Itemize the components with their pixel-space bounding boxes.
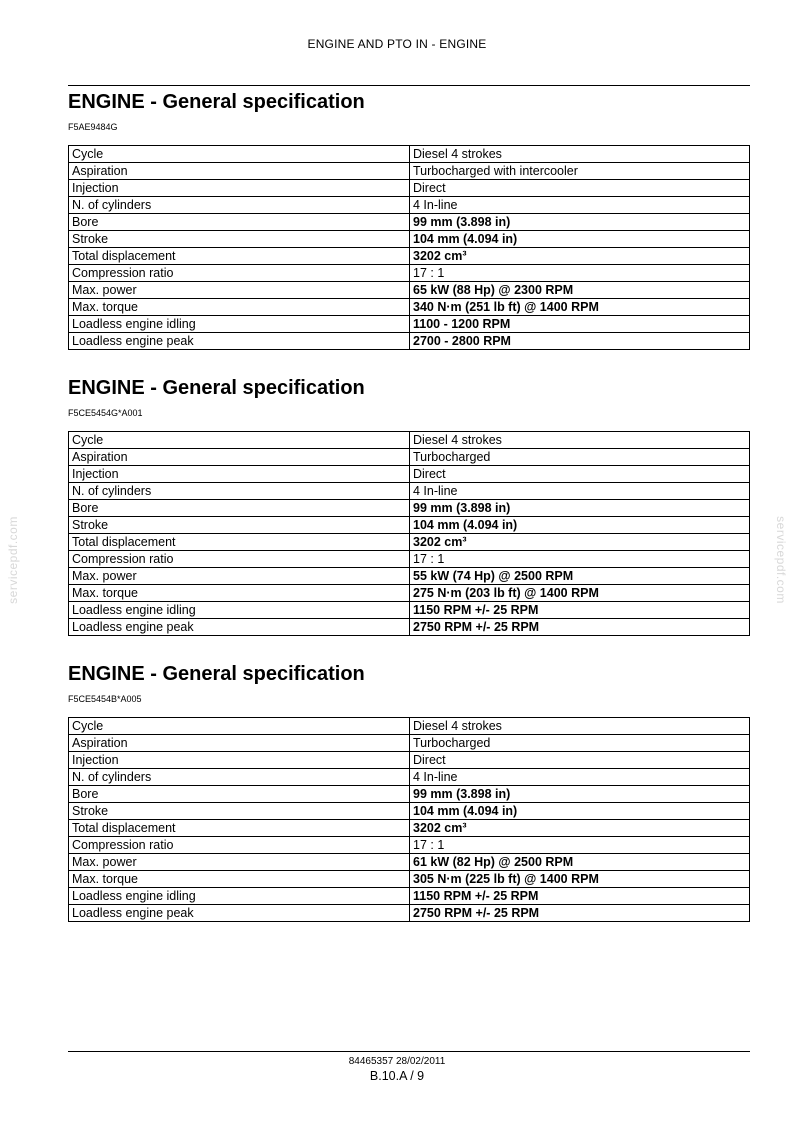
spec-row	[69, 752, 750, 769]
spec-value: Turbocharged	[410, 735, 750, 752]
spec-value: 3202 cm³	[410, 534, 750, 551]
spec-label: Total displacement	[69, 820, 410, 837]
spec-section-3	[68, 661, 750, 920]
spec-value: 2750 RPM +/- 25 RPM	[410, 619, 750, 636]
spec-value: 17 : 1	[410, 551, 750, 568]
spec-value: 340 N·m (251 lb ft) @ 1400 RPM	[410, 299, 750, 316]
spec-value: 65 kW (88 Hp) @ 2300 RPM	[410, 282, 750, 299]
spec-value: 17 : 1	[410, 265, 750, 282]
spec-table	[68, 717, 750, 922]
spec-label: Bore	[69, 500, 410, 517]
spec-value: 1150 RPM +/- 25 RPM	[410, 888, 750, 905]
spec-label: Max. power	[69, 282, 410, 299]
spec-label: N. of cylinders	[69, 197, 410, 214]
spec-value: Direct	[410, 180, 750, 197]
section-title: ENGINE - General specification	[68, 663, 365, 685]
spec-row	[69, 248, 750, 265]
section-title: ENGINE - General specification	[68, 377, 365, 399]
spec-label: Injection	[69, 466, 410, 483]
spec-row	[69, 483, 750, 500]
spec-value: 275 N·m (203 lb ft) @ 1400 RPM	[410, 585, 750, 602]
spec-value: 104 mm (4.094 in)	[410, 231, 750, 248]
spec-table-body	[69, 432, 750, 636]
spec-value: 99 mm (3.898 in)	[410, 500, 750, 517]
spec-label: Cycle	[69, 718, 410, 735]
spec-row	[69, 602, 750, 619]
spec-label: Bore	[69, 214, 410, 231]
spec-label: Aspiration	[69, 449, 410, 466]
spec-label: Max. torque	[69, 299, 410, 316]
spec-label: N. of cylinders	[69, 769, 410, 786]
spec-row	[69, 769, 750, 786]
spec-row	[69, 163, 750, 180]
spec-row	[69, 786, 750, 803]
spec-label: Injection	[69, 752, 410, 769]
spec-table-body	[69, 718, 750, 922]
spec-row	[69, 449, 750, 466]
spec-row	[69, 265, 750, 282]
spec-row	[69, 905, 750, 922]
spec-label: Stroke	[69, 803, 410, 820]
spec-label: Total displacement	[69, 248, 410, 265]
engine-code: F5CE5454G*A001	[68, 408, 143, 418]
spec-row	[69, 888, 750, 905]
spec-label: Max. power	[69, 854, 410, 871]
footer-doc-reference: 84465357 28/02/2011	[348, 1056, 446, 1067]
spec-value: Diesel 4 strokes	[410, 146, 750, 163]
spec-value: Turbocharged	[410, 449, 750, 466]
spec-label: Compression ratio	[69, 837, 410, 854]
spec-value: 1100 - 1200 RPM	[410, 316, 750, 333]
spec-row	[69, 466, 750, 483]
spec-value: 4 In-line	[410, 197, 750, 214]
spec-row	[69, 718, 750, 735]
spec-label: Aspiration	[69, 735, 410, 752]
spec-value: 61 kW (82 Hp) @ 2500 RPM	[410, 854, 750, 871]
spec-label: Injection	[69, 180, 410, 197]
footer-page-number: B.10.A / 9	[369, 1069, 425, 1083]
section-title: ENGINE - General specification	[68, 91, 365, 113]
spec-label: Compression ratio	[69, 551, 410, 568]
spec-row	[69, 197, 750, 214]
watermark-left: servicepdf.com	[6, 516, 20, 604]
spec-label: Max. power	[69, 568, 410, 585]
spec-value: 4 In-line	[410, 483, 750, 500]
spec-row	[69, 735, 750, 752]
footer-divider	[68, 1051, 750, 1052]
spec-row	[69, 231, 750, 248]
spec-value: Diesel 4 strokes	[410, 432, 750, 449]
spec-section-1	[68, 89, 750, 348]
spec-value: Direct	[410, 752, 750, 769]
spec-label: Loadless engine idling	[69, 602, 410, 619]
spec-value: 55 kW (74 Hp) @ 2500 RPM	[410, 568, 750, 585]
spec-label: Aspiration	[69, 163, 410, 180]
spec-row	[69, 299, 750, 316]
spec-row	[69, 534, 750, 551]
spec-label: Loadless engine peak	[69, 619, 410, 636]
spec-section-2	[68, 375, 750, 634]
engine-code: F5AE9484G	[68, 122, 118, 132]
spec-value: 4 In-line	[410, 769, 750, 786]
spec-value: 2750 RPM +/- 25 RPM	[410, 905, 750, 922]
spec-row	[69, 517, 750, 534]
spec-row	[69, 585, 750, 602]
engine-code: F5CE5454B*A005	[68, 694, 142, 704]
spec-value: 1150 RPM +/- 25 RPM	[410, 602, 750, 619]
spec-value: 104 mm (4.094 in)	[410, 803, 750, 820]
spec-value: 305 N·m (225 lb ft) @ 1400 RPM	[410, 871, 750, 888]
spec-row	[69, 820, 750, 837]
spec-label: Max. torque	[69, 871, 410, 888]
spec-value: Direct	[410, 466, 750, 483]
spec-row	[69, 333, 750, 350]
spec-row	[69, 854, 750, 871]
spec-row	[69, 316, 750, 333]
spec-value: Turbocharged with intercooler	[410, 163, 750, 180]
spec-table-body	[69, 146, 750, 350]
spec-value: 99 mm (3.898 in)	[410, 214, 750, 231]
spec-label: N. of cylinders	[69, 483, 410, 500]
header-divider	[68, 85, 750, 86]
spec-label: Loadless engine peak	[69, 333, 410, 350]
spec-row	[69, 214, 750, 231]
spec-label: Compression ratio	[69, 265, 410, 282]
spec-label: Stroke	[69, 517, 410, 534]
spec-row	[69, 837, 750, 854]
page-header-title: ENGINE AND PTO IN - ENGINE	[307, 37, 487, 51]
spec-value: Diesel 4 strokes	[410, 718, 750, 735]
spec-row	[69, 500, 750, 517]
spec-value: 2700 - 2800 RPM	[410, 333, 750, 350]
spec-label: Total displacement	[69, 534, 410, 551]
spec-table	[68, 431, 750, 636]
spec-value: 104 mm (4.094 in)	[410, 517, 750, 534]
spec-label: Max. torque	[69, 585, 410, 602]
spec-value: 3202 cm³	[410, 820, 750, 837]
spec-row	[69, 551, 750, 568]
spec-row	[69, 180, 750, 197]
spec-label: Loadless engine peak	[69, 905, 410, 922]
spec-label: Loadless engine idling	[69, 888, 410, 905]
spec-label: Bore	[69, 786, 410, 803]
spec-row	[69, 871, 750, 888]
spec-row	[69, 146, 750, 163]
spec-value: 3202 cm³	[410, 248, 750, 265]
spec-value: 17 : 1	[410, 837, 750, 854]
spec-label: Cycle	[69, 432, 410, 449]
spec-row	[69, 568, 750, 585]
spec-label: Loadless engine idling	[69, 316, 410, 333]
watermark-right: servicepdf.com	[774, 516, 788, 604]
spec-label: Cycle	[69, 146, 410, 163]
spec-value: 99 mm (3.898 in)	[410, 786, 750, 803]
spec-row	[69, 432, 750, 449]
spec-table	[68, 145, 750, 350]
spec-row	[69, 619, 750, 636]
spec-row	[69, 803, 750, 820]
spec-row	[69, 282, 750, 299]
spec-label: Stroke	[69, 231, 410, 248]
